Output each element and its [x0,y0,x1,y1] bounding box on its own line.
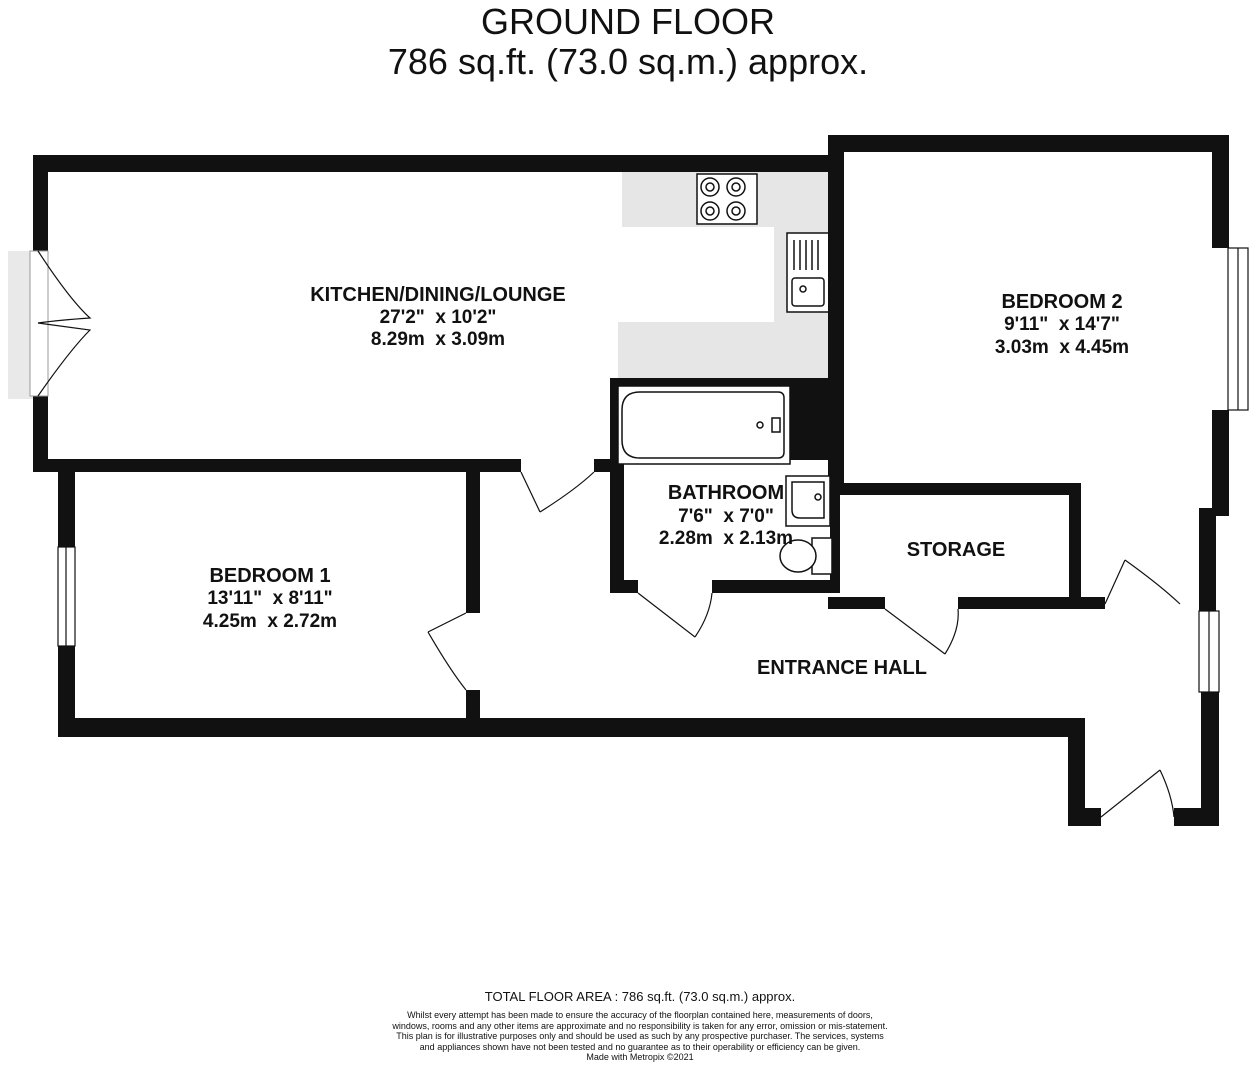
room-metric: 4.25m x 2.72m [202,611,338,632]
room-label-kitchen [310,284,566,350]
room-name: BATHROOM [667,482,785,504]
kitchen-sink-icon [787,233,829,312]
room-label-bedroom-1 [203,565,337,632]
room-imperial: 7'6" x 7'0" [678,506,774,527]
room-metric: 3.03m x 4.45m [994,337,1130,358]
room-name: BEDROOM 1 [209,565,331,587]
room-label-bathroom [659,482,793,549]
room-name: KITCHEN/DINING/LOUNGE [310,284,566,306]
walls [33,135,1229,826]
room-label-storage: STORAGE [906,539,1006,561]
floor-title: GROUND FLOOR [480,1,775,42]
basin-icon [786,476,830,526]
credit-text: Made with Metropix ©2021 [586,1052,694,1062]
room-imperial: 13'11" x 8'11" [207,588,333,609]
floor-area: 786 sq.ft. (73.0 sq.m.) approx. [387,41,869,82]
room-metric: 2.28m x 2.13m [658,528,794,549]
room-imperial: 9'11" x 14'7" [1004,314,1120,335]
room-metric: 8.29m x 3.09m [370,329,506,350]
patio-door [8,251,90,399]
plan-footer [380,988,900,1063]
room-imperial: 27'2" x 10'2" [379,307,497,328]
room-label-entrance-hall: ENTRANCE HALL [757,657,927,679]
room-label-bedroom-2 [995,291,1129,358]
total-floor-area: TOTAL FLOOR AREA : 786 sq.ft. (73.0 sq.m.) approx. [484,989,796,1004]
hob-icon [697,174,757,224]
disclaimer-text: Whilst every attempt has been made to ensure the accuracy of the floorplan contained here, measurements of doors, windows, rooms and any other items are approximate and no responsibility is taken for any error, omission or mis-statement. This plan is for illustrative purposes only and should be used as such by any prospective purchaser. The services, systems and appliances shown have not been tested and no guarantee as to their operability or efficiency can be given. [392,1010,888,1052]
bathtub-icon [618,386,790,464]
room-name: BEDROOM 2 [1001,291,1123,313]
